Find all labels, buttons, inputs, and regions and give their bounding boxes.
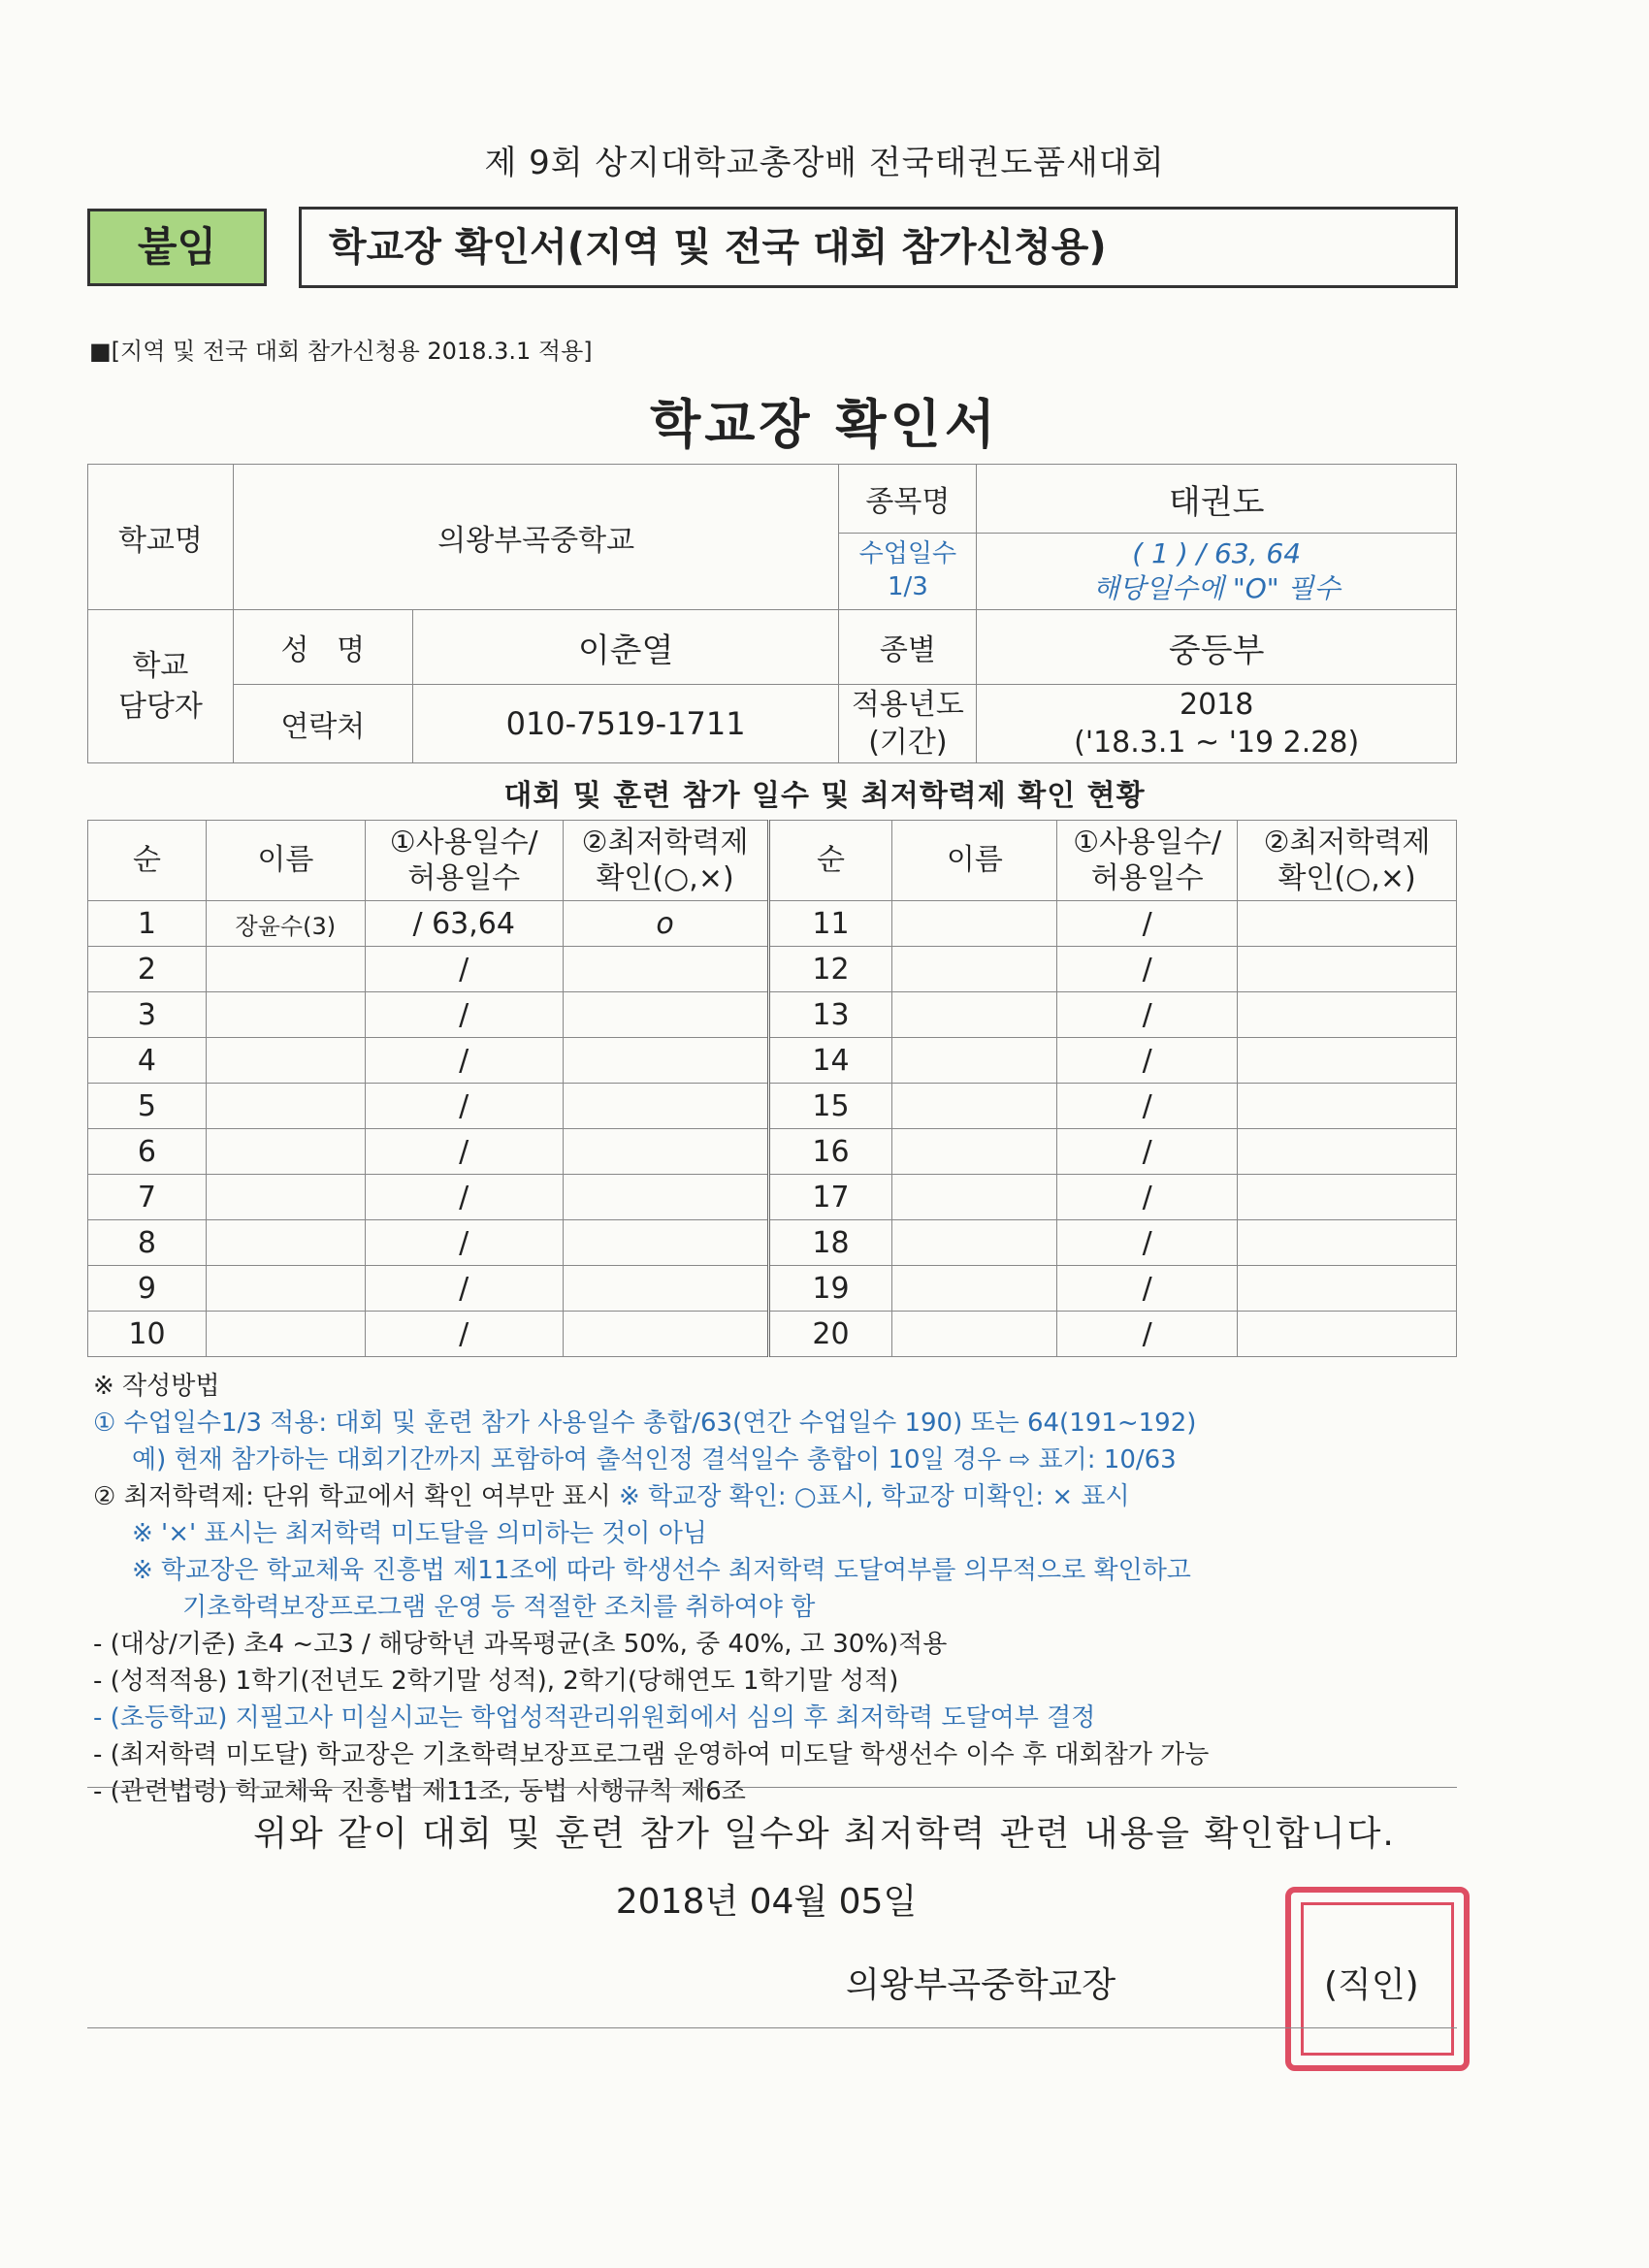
roster-cell-name: [206, 1220, 365, 1266]
roster-cell-days-right: /: [1057, 1129, 1238, 1175]
roster-cell-no-right: 13: [768, 992, 892, 1038]
col-no: 순: [88, 821, 207, 901]
roster-cell-name: [206, 992, 365, 1038]
seal-label: (직인): [1324, 1965, 1419, 2005]
roster-cell-check: [563, 1129, 768, 1175]
staff-label-1: 학교: [132, 648, 189, 683]
roster-row: [88, 1129, 1457, 1175]
roster-cell-name-right: [892, 1038, 1057, 1084]
col-no-right: 순: [768, 821, 892, 901]
col-name: 이름: [206, 821, 365, 901]
form-subtitle: ■[지역 및 전국 대회 참가신청용 2018.3.1 적용]: [89, 338, 593, 365]
event-label: 종목명: [839, 465, 977, 534]
form-title: 학교장 확인서(지역 및 전국 대회 참가신청용): [299, 207, 1458, 288]
roster-cell-name-right: [892, 1266, 1057, 1312]
school-label: 학교명: [88, 465, 234, 610]
roster-cell-name-right: [892, 1084, 1057, 1129]
col-days-1-right: ①사용일수/: [1073, 825, 1222, 859]
roster-cell-days: /: [365, 1129, 563, 1175]
roster-cell-days: /: [365, 992, 563, 1038]
roster-cell-check-right: [1238, 1312, 1457, 1357]
section-title: 대회 및 훈련 참가 일수 및 최저학력제 확인 현황: [503, 779, 1146, 813]
roster-cell-days: /: [365, 1084, 563, 1129]
roster-cell-check-right: [1238, 947, 1457, 992]
roster-cell-name: [206, 1266, 365, 1312]
roster-cell-check-right: [1238, 1175, 1457, 1220]
roster-cell-days-right: /: [1057, 992, 1238, 1038]
class-days-label-2: 1/3: [887, 572, 928, 601]
roster-cell-days-right: /: [1057, 1038, 1238, 1084]
year-value-2: ('18.3.1 ~ '19 2.28): [1074, 726, 1360, 760]
roster-cell-no: 1: [88, 901, 207, 947]
roster-cell-name-right: [892, 947, 1057, 992]
roster-cell-days: /: [365, 947, 563, 992]
col-days-right: [1057, 821, 1238, 901]
roster-row: [88, 1084, 1457, 1129]
detail-1: - (대상/기준) 초4 ~고3 / 해당학년 과목평균(초 50%, 중 40%, 고 30%)적용: [93, 1630, 948, 1659]
roster-cell-days: /: [365, 1220, 563, 1266]
year-value-1: 2018: [1179, 688, 1254, 722]
roster-cell-no: 4: [88, 1038, 207, 1084]
roster-cell-no-right: 12: [768, 947, 892, 992]
year-label: [839, 685, 977, 763]
contact-value: 010-7519-1711: [412, 685, 839, 763]
attachment-badge: 붙임: [87, 209, 267, 286]
note-2a-blue: ※ 학교장 확인: ○표시, 학교장 미확인: × 표시: [610, 1482, 1130, 1511]
roster-cell-check-right: [1238, 1266, 1457, 1312]
roster-cell-no-right: 20: [768, 1312, 892, 1357]
roster-header: [88, 821, 1457, 901]
note-2a-text: ② 최저학력제: 단위 학교에서 확인 여부만 표시: [93, 1482, 611, 1511]
class-days-label: [839, 534, 977, 610]
col-min-2-right: 확인(○,×): [1277, 861, 1416, 895]
roster-cell-check: [563, 1266, 768, 1312]
roster-cell-check: [563, 1312, 768, 1357]
notes-heading: ※ 작성방법: [93, 1372, 220, 1401]
roster-cell-check: [563, 1175, 768, 1220]
col-days-2: 허용일수: [407, 861, 521, 895]
roster-row: [88, 1312, 1457, 1357]
roster-cell-days-right: /: [1057, 1312, 1238, 1357]
note-2c: ※ 학교장은 학교체육 진흥법 제11조에 따라 학생선수 최저학력 도달여부를 의무적으로 확인하고: [132, 1556, 1191, 1585]
roster-cell-name: [206, 947, 365, 992]
roster-cell-check: [563, 1038, 768, 1084]
roster-cell-days: /: [365, 1175, 563, 1220]
roster-cell-check: [563, 1084, 768, 1129]
roster-cell-no: 8: [88, 1220, 207, 1266]
roster-cell-check-right: [1238, 1220, 1457, 1266]
detail-5: - (관련법령) 학교체육 진흥법 제11조, 동법 시행규칙 제6조: [93, 1777, 746, 1806]
roster-cell-check: [563, 992, 768, 1038]
roster-table: [87, 820, 1457, 1357]
roster-cell-days-right: /: [1057, 1175, 1238, 1220]
roster-cell-name: [206, 1312, 365, 1357]
class-days-value-cell: [977, 534, 1457, 610]
roster-cell-name-right: [892, 992, 1057, 1038]
roster-cell-check-right: [1238, 901, 1457, 947]
roster-cell-check: o: [563, 901, 768, 947]
staff-label-2: 담당자: [117, 689, 203, 724]
roster-cell-check: [563, 1220, 768, 1266]
divider-bottom: [87, 2027, 1457, 2028]
roster-cell-name: [206, 1175, 365, 1220]
roster-cell-check-right: [1238, 992, 1457, 1038]
issue-date: 2018년 04월 05일: [615, 1882, 918, 1922]
contact-label: 연락처: [233, 685, 412, 763]
roster-cell-no: 5: [88, 1084, 207, 1129]
roster-cell-no-right: 18: [768, 1220, 892, 1266]
note-1b: 예) 현재 참가하는 대회기간까지 포함하여 출석인정 결석일수 총합이 10일 경우 ⇨ 표기: 10/63: [132, 1445, 1177, 1474]
division-label: 종별: [839, 610, 977, 685]
roster-row: [88, 992, 1457, 1038]
roster-cell-name: [206, 1129, 365, 1175]
roster-cell-no: 9: [88, 1266, 207, 1312]
name-label: 성 명: [233, 610, 412, 685]
detail-3: - (초등학교) 지필고사 미실시교는 학업성적관리위원회에서 심의 후 최저학력 도달여부 결정: [93, 1703, 1096, 1733]
name-value: 이춘열: [412, 610, 839, 685]
col-min-1: ②최저학력제: [581, 825, 749, 859]
confirm-statement: 위와 같이 대회 및 훈련 참가 일수와 최저학력 관련 내용을 확인합니다.: [253, 1814, 1396, 1854]
class-days-note: 해당일수에 "O" 필수: [1092, 572, 1341, 604]
roster-cell-check: [563, 947, 768, 992]
divider-top: [87, 1787, 1457, 1788]
roster-cell-name: [206, 1084, 365, 1129]
note-2a: [93, 1478, 1471, 1515]
roster-cell-days: /: [365, 1038, 563, 1084]
roster-cell-days-right: /: [1057, 1266, 1238, 1312]
col-name-right: 이름: [892, 821, 1057, 901]
year-value: [977, 685, 1457, 763]
roster-row: [88, 1175, 1457, 1220]
roster-row: [88, 1266, 1457, 1312]
roster-row: [88, 901, 1457, 947]
roster-cell-days-right: /: [1057, 901, 1238, 947]
roster-cell-no: 10: [88, 1312, 207, 1357]
col-min: [563, 821, 768, 901]
col-min-1-right: ②최저학력제: [1263, 825, 1431, 859]
roster-cell-name-right: [892, 901, 1057, 947]
note-2b: ※ '×' 표시는 최저학력 미도달을 의미하는 것이 아님: [132, 1519, 707, 1548]
roster-row: [88, 1220, 1457, 1266]
staff-label: [88, 610, 234, 763]
instructions: [93, 1368, 1471, 1810]
division-value: 중등부: [977, 610, 1457, 685]
roster-cell-check-right: [1238, 1038, 1457, 1084]
roster-cell-days: /: [365, 1266, 563, 1312]
note-1a: ① 수업일수1/3 적용: 대회 및 훈련 참가 사용일수 총합/63(연간 수업일수 190) 또는 64(191~192): [93, 1409, 1197, 1438]
roster-cell-no-right: 19: [768, 1266, 892, 1312]
col-days-2-right: 허용일수: [1090, 861, 1204, 895]
roster-cell-name: 장윤수(3): [206, 901, 365, 947]
col-min-2: 확인(○,×): [596, 861, 734, 895]
roster-row: [88, 947, 1457, 992]
roster-cell-days: / 63,64: [365, 901, 563, 947]
note-2d: 기초학력보장프로그램 운영 등 적절한 조치를 취하여야 함: [182, 1593, 816, 1622]
detail-4: - (최저학력 미도달) 학교장은 기초학력보장프로그램 운영하여 미도달 학생선수 이수 후 대회참가 가능: [93, 1740, 1210, 1769]
event-value: 태권도: [977, 465, 1457, 534]
year-label-2: (기간): [868, 726, 948, 760]
year-label-1: 적용년도: [851, 688, 964, 722]
roster-cell-name-right: [892, 1129, 1057, 1175]
roster-cell-no-right: 16: [768, 1129, 892, 1175]
roster-cell-check-right: [1238, 1084, 1457, 1129]
roster-cell-check-right: [1238, 1129, 1457, 1175]
class-days-label-1: 수업일수: [858, 539, 957, 569]
roster-cell-no: 7: [88, 1175, 207, 1220]
roster-cell-no-right: 15: [768, 1084, 892, 1129]
school-name: 의왕부곡중학교: [233, 465, 839, 610]
roster-cell-days-right: /: [1057, 1220, 1238, 1266]
info-table: [87, 464, 1457, 763]
col-min-right: [1238, 821, 1457, 901]
roster-cell-no: 3: [88, 992, 207, 1038]
roster-cell-days-right: /: [1057, 947, 1238, 992]
event-title: 제 9회 상지대학교총장배 전국태권도품새대회: [484, 144, 1165, 182]
roster-cell-no: 6: [88, 1129, 207, 1175]
roster-cell-name-right: [892, 1220, 1057, 1266]
col-days: [365, 821, 563, 901]
roster-cell-name-right: [892, 1175, 1057, 1220]
roster-cell-days: /: [365, 1312, 563, 1357]
roster-cell-name-right: [892, 1312, 1057, 1357]
roster-cell-no-right: 17: [768, 1175, 892, 1220]
roster-cell-name: [206, 1038, 365, 1084]
roster-row: [88, 1038, 1457, 1084]
detail-2: - (성적적용) 1학기(전년도 2학기말 성적), 2학기(당해연도 1학기말 성적): [93, 1667, 899, 1696]
roster-cell-no-right: 11: [768, 901, 892, 947]
roster-cell-no-right: 14: [768, 1038, 892, 1084]
document-title: 학교장 확인서: [650, 394, 999, 455]
class-days-value: ( 1 ) / 63, 64: [1132, 536, 1302, 569]
principal-name: 의왕부곡중학교장: [846, 1965, 1116, 2005]
roster-cell-days-right: /: [1057, 1084, 1238, 1129]
col-days-1: ①사용일수/: [389, 825, 538, 859]
roster-cell-no: 2: [88, 947, 207, 992]
